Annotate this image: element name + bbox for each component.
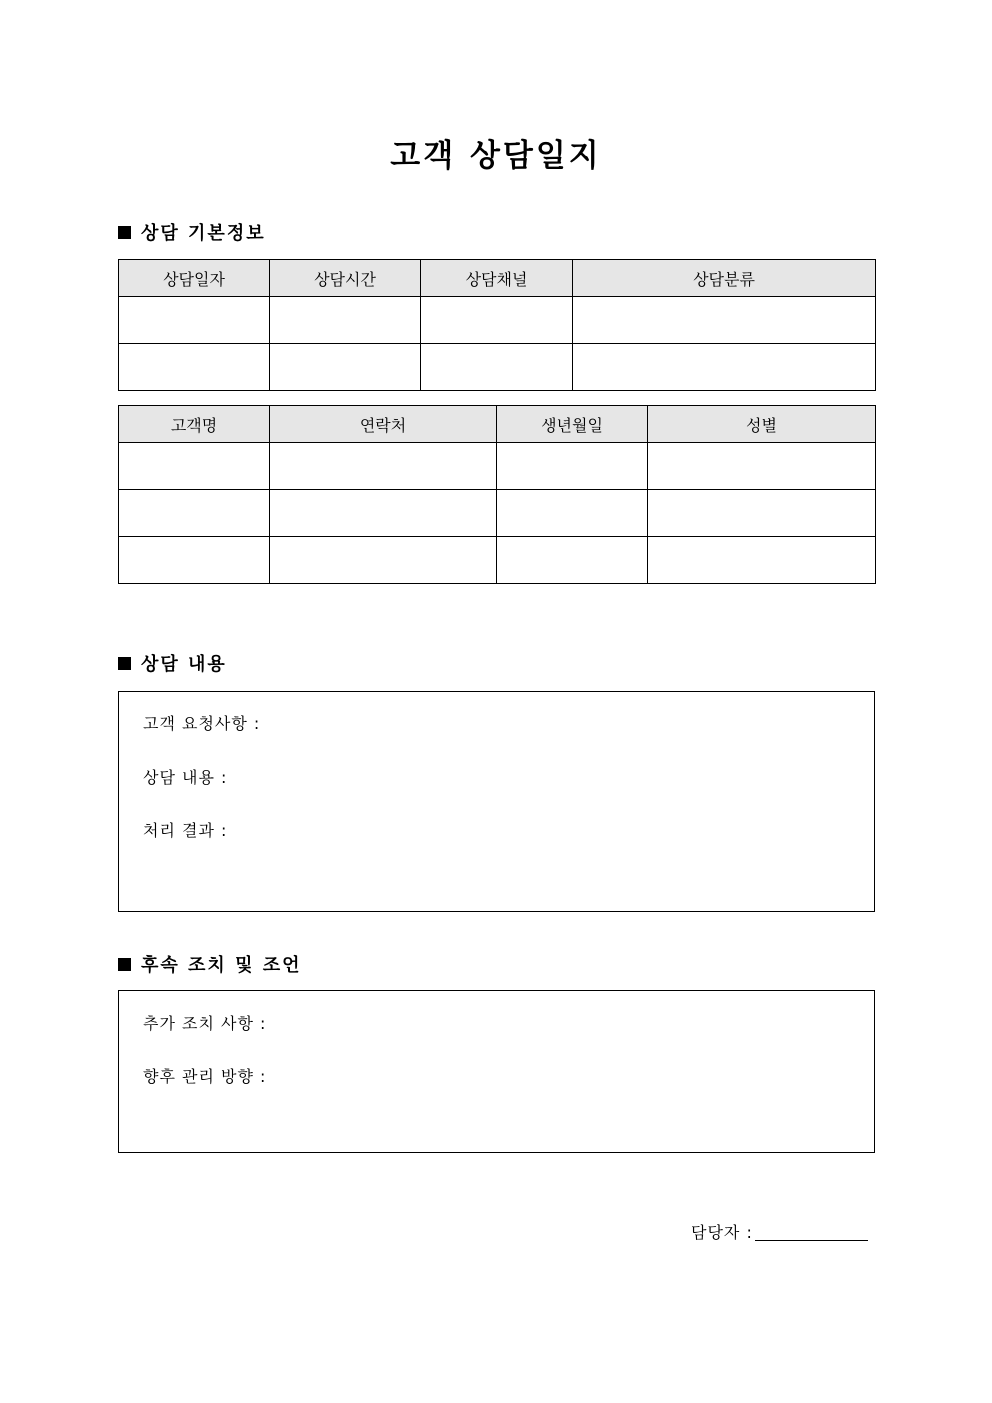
table-header-row [119,260,876,297]
consult-category-cell[interactable] [573,344,876,391]
table-row [119,490,876,537]
field-process-result[interactable]: 처리 결과 : [143,821,228,840]
field-consult-content[interactable]: 상담 내용 : [143,768,228,787]
section-heading-follow-up [118,953,302,979]
contact-cell[interactable] [270,537,497,584]
birthdate-cell[interactable] [497,537,648,584]
customer-name-cell[interactable] [119,537,270,584]
consult-info-table [118,259,876,391]
consult-channel-cell[interactable] [421,297,573,344]
square-bullet-icon [118,226,131,239]
contact-cell[interactable] [270,490,497,537]
consult-date-cell[interactable] [119,344,270,391]
customer-name-cell[interactable] [119,490,270,537]
header-consult-date: 상담일자 [119,260,270,297]
consult-channel-cell[interactable] [421,344,573,391]
birthdate-cell[interactable] [497,490,648,537]
customer-info-table [118,405,876,584]
section-heading-label: 후속 조치 및 조언 [141,955,302,976]
table-row [119,297,876,344]
header-contact: 연락처 [270,406,497,443]
signature-line[interactable] [755,1226,868,1241]
consultation-content-box [118,691,875,912]
header-consult-channel: 상담채널 [421,260,573,297]
header-gender: 성별 [648,406,876,443]
header-birthdate: 생년월일 [497,406,648,443]
table-row [119,537,876,584]
field-customer-request[interactable]: 고객 요청사항 : [143,714,261,733]
gender-cell[interactable] [648,443,876,490]
header-consult-category: 상담분류 [573,260,876,297]
consult-time-cell[interactable] [270,297,421,344]
birthdate-cell[interactable] [497,443,648,490]
section-heading-label: 상담 기본정보 [141,223,266,244]
section-heading-label: 상담 내용 [141,654,227,675]
signature-label: 담당자 : [691,1223,753,1242]
header-customer-name: 고객명 [119,406,270,443]
contact-cell[interactable] [270,443,497,490]
section-heading-basic-info [118,221,266,247]
signature-block [691,1222,868,1244]
page-title: 고객 상담일지 [390,138,602,174]
follow-up-content-box [118,990,875,1153]
consult-date-cell[interactable] [119,297,270,344]
square-bullet-icon [118,657,131,670]
table-header-row [119,406,876,443]
table-row [119,443,876,490]
field-additional-action[interactable]: 추가 조치 사항 : [143,1014,267,1033]
gender-cell[interactable] [648,537,876,584]
square-bullet-icon [118,958,131,971]
customer-name-cell[interactable] [119,443,270,490]
consult-time-cell[interactable] [270,344,421,391]
gender-cell[interactable] [648,490,876,537]
header-consult-time: 상담시간 [270,260,421,297]
table-row [119,344,876,391]
section-heading-consultation [118,652,227,678]
field-future-direction[interactable]: 향후 관리 방향 : [143,1067,267,1086]
consult-category-cell[interactable] [573,297,876,344]
